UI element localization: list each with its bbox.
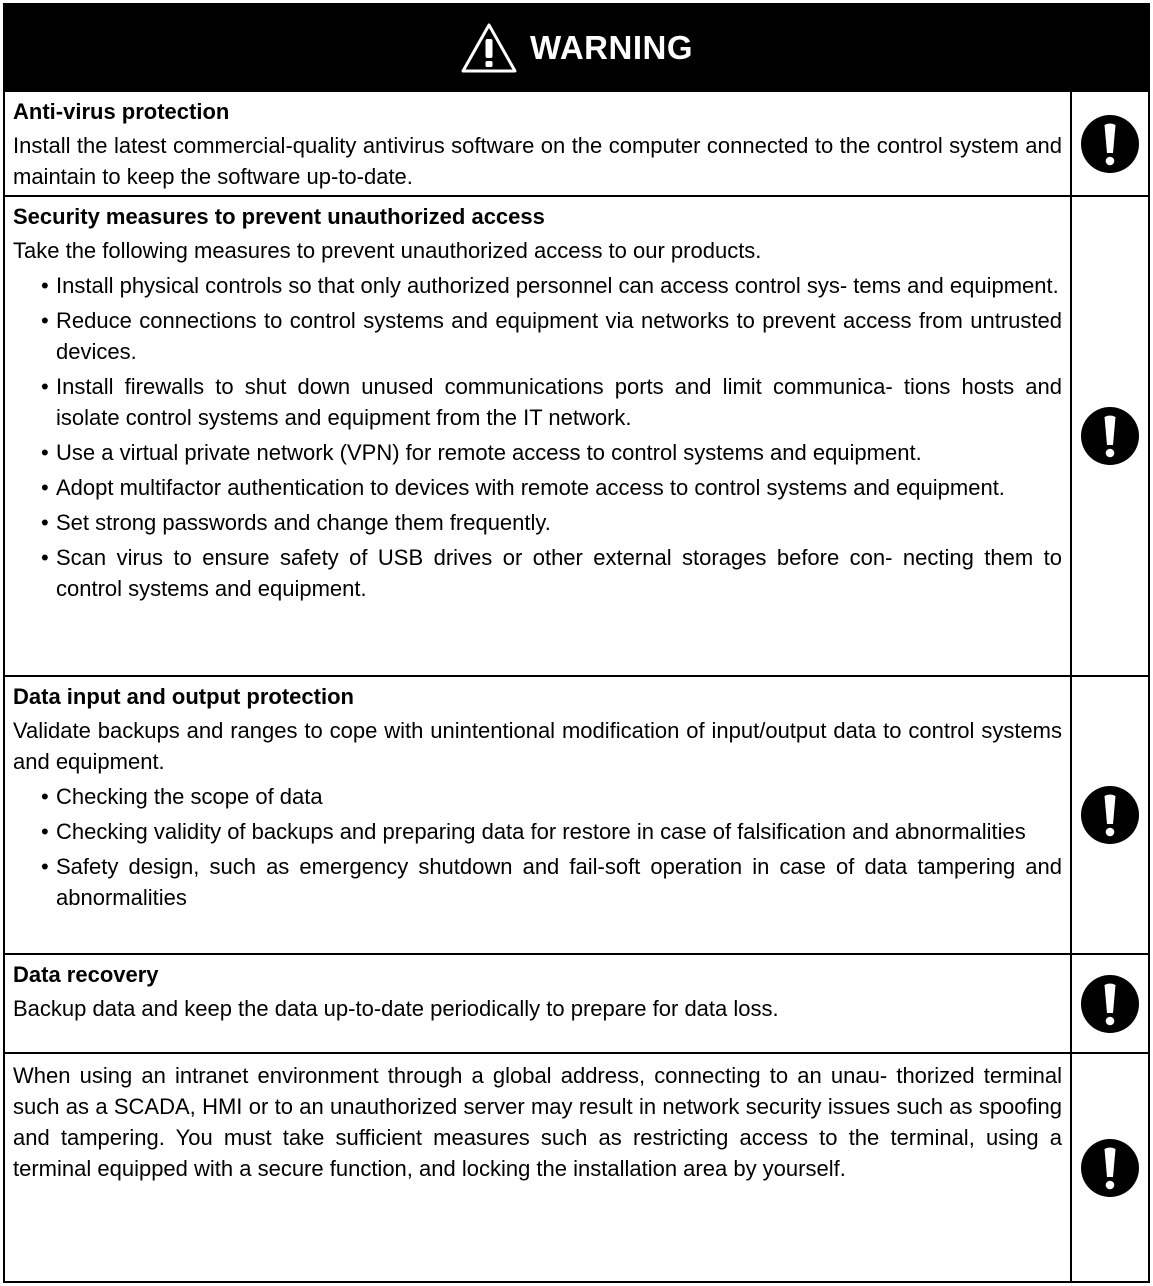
section-body: Backup data and keep the data up-to-date periodically to prepare for data loss.: [13, 996, 779, 1021]
section-anti-virus: [5, 90, 1148, 195]
bullet-list: [13, 781, 1062, 913]
warning-panel: [3, 3, 1150, 1283]
mandatory-exclamation-icon: [1080, 785, 1140, 845]
list-item: • Install firewalls to shut down unused communications ports and limit communica- tions hosts and isolate control systems and equipment from the IT network.: [41, 371, 1062, 433]
section-intranet-notice: [5, 1052, 1148, 1281]
list-item: • Reduce connections to control systems and equipment via networks to prevent access from untrusted devices.: [41, 305, 1062, 367]
section-body: Validate backups and ranges to cope with unintentional modification of input/output data to control systems and equipment.: [13, 718, 1062, 774]
mandatory-exclamation-icon: [1080, 406, 1140, 466]
section-heading: Data recovery: [13, 962, 159, 987]
list-item: • Install physical controls so that only authorized personnel can access control sys- tems and equipment.: [41, 270, 1062, 301]
section-heading: Data input and output protection: [13, 684, 354, 709]
list-item: • Set strong passwords and change them frequently.: [41, 507, 1062, 538]
section-data-protection: [5, 675, 1148, 953]
list-item: • Scan virus to ensure safety of USB drives or other external storages before con- necting them to control systems and equipment.: [41, 542, 1062, 604]
section-body: Take the following measures to prevent unauthorized access to our products.: [13, 238, 762, 263]
section-body: When using an intranet environment through a global address, connecting to an unau- thorized terminal such as a SCADA, HMI or to an unauthorized server may result in network security issues such as spoofing and tampering. You must take sufficient measures such as restricting access to the terminal, using a terminal equipped with a secure function, and locking the installation area by yourself.: [13, 1063, 1062, 1181]
section-heading: Anti-virus protection: [13, 99, 230, 124]
section-unauthorized-access: [5, 195, 1148, 675]
section-body: Install the latest commercial-quality antivirus software on the computer connected to the control system and maintain to keep the software up-to-date.: [13, 133, 1062, 189]
warning-title: WARNING: [530, 28, 693, 66]
list-item: • Adopt multifactor authentication to devices with remote access to control systems and equipment.: [41, 472, 1062, 503]
section-heading: Security measures to prevent unauthorized access: [13, 204, 545, 229]
mandatory-exclamation-icon: [1080, 1138, 1140, 1198]
mandatory-exclamation-icon: [1080, 114, 1140, 174]
mandatory-exclamation-icon: [1080, 974, 1140, 1034]
warning-triangle-icon: [460, 22, 518, 74]
list-item: • Use a virtual private network (VPN) for remote access to control systems and equipment.: [41, 437, 1062, 468]
section-data-recovery: [5, 953, 1148, 1052]
list-item: • Checking validity of backups and preparing data for restore in case of falsification and abnormalities: [41, 816, 1062, 847]
warning-header: [5, 5, 1148, 90]
list-item: • Safety design, such as emergency shutdown and fail-soft operation in case of data tampering and abnormalities: [41, 851, 1062, 913]
list-item: • Checking the scope of data: [41, 781, 1062, 812]
bullet-list: [13, 270, 1062, 604]
